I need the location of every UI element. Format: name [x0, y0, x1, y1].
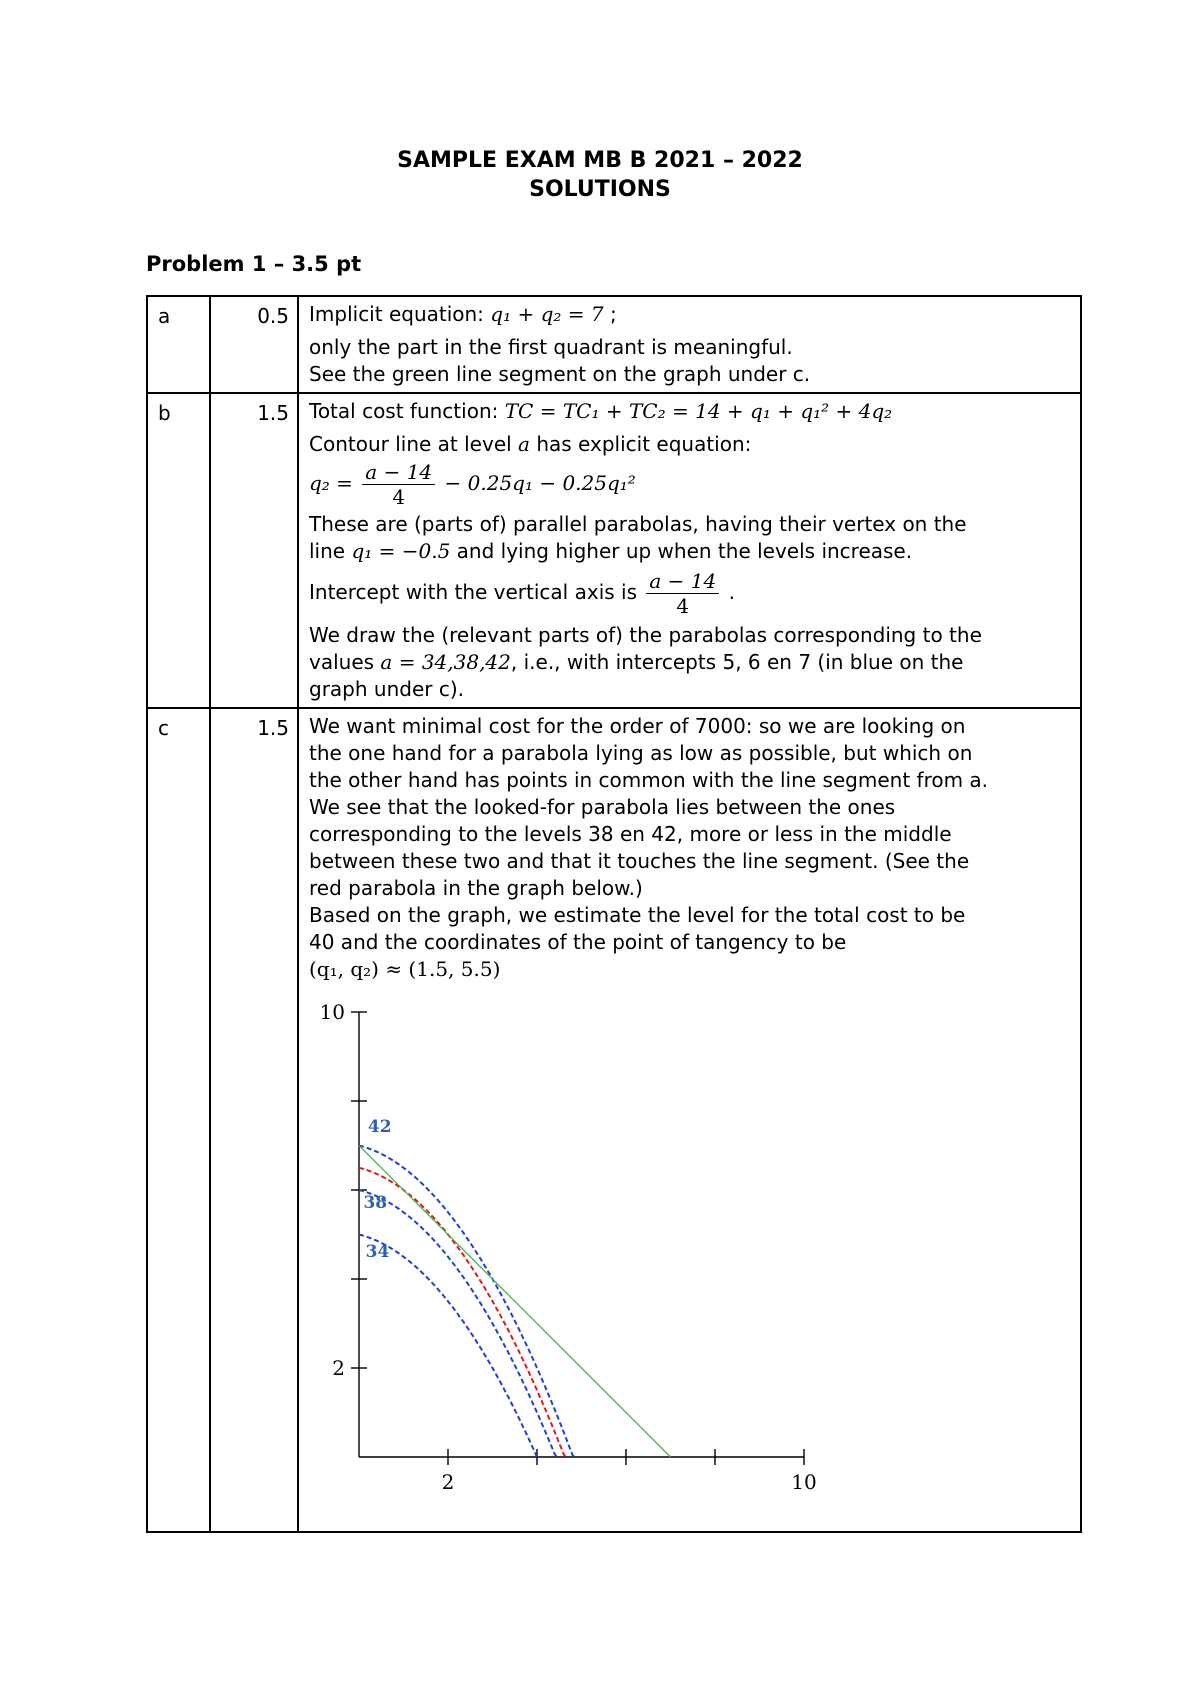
x-tick-label: 2	[441, 1470, 455, 1494]
curve-label: 38	[363, 1192, 388, 1213]
contour-line-text	[309, 431, 1070, 458]
answer-text: Based on the graph, we estimate the level for the total cost to be	[309, 903, 966, 927]
vertex-equation: q₁ = −0.5	[351, 539, 451, 563]
values-line	[309, 649, 1070, 676]
fraction-numerator: a − 14	[362, 460, 435, 485]
semicolon: ;	[609, 302, 617, 326]
part-label: b	[147, 393, 210, 708]
chart-svg	[309, 987, 817, 1527]
answer-text: corresponding to the levels 38 en 42, more or less in the middle	[309, 822, 952, 846]
answer-cell	[298, 708, 1081, 1532]
fraction	[362, 460, 435, 509]
intercept-line	[309, 569, 1070, 618]
table-row-c	[147, 708, 1081, 1532]
answer-cell	[298, 296, 1081, 393]
levels-equation: a = 34,38,42	[380, 650, 511, 674]
answer-text: Contour line at level	[309, 432, 512, 456]
answer-text: only the part in the first quadrant is meaningful.	[309, 335, 793, 359]
problem-heading: Problem 1 – 3.5 pt	[146, 252, 362, 276]
total-cost-equation: TC = TC₁ + TC₂ = 14 + q₁ + q₁² + 4q₂	[504, 399, 893, 423]
curve-label: 34	[365, 1241, 390, 1262]
answer-text: line	[309, 539, 346, 563]
document-title: SAMPLE EXAM MB B 2021 – 2022	[397, 148, 803, 173]
tangency-equation: (q₁, q₂) ≈ (1.5, 5.5)	[309, 957, 501, 981]
equation-lhs: q₂ =	[309, 471, 353, 495]
answer-text: red parabola in the graph below.)	[309, 876, 643, 900]
level-variable: a	[518, 432, 530, 456]
contour-curve	[359, 1235, 539, 1458]
answer-text: .	[728, 580, 735, 604]
answer-text: the one hand for a parabola lying as low as possible, but which on	[309, 741, 973, 765]
answer-text: Intercept with the vertical axis is	[309, 580, 637, 604]
implicit-label: Implicit equation:	[309, 302, 484, 326]
part-label: c	[147, 708, 210, 1532]
solutions-table	[146, 295, 1082, 1533]
curve-label: 42	[367, 1117, 392, 1138]
x-tick-label: 10	[791, 1470, 817, 1494]
points-value: 1.5	[210, 393, 298, 708]
explicit-equation	[309, 460, 1070, 509]
document-subtitle: SOLUTIONS	[529, 177, 671, 202]
contour-curve	[359, 1146, 575, 1458]
contour-curve	[359, 1190, 557, 1457]
answer-text: We see that the looked-for parabola lies between the ones	[309, 795, 896, 819]
answer-text: These are (parts of) parallel parabolas, having their vertex on the	[309, 512, 967, 536]
answer-text: We draw the (relevant parts of) the parabolas corresponding to the	[309, 623, 982, 647]
fraction	[646, 569, 719, 618]
fraction-denominator: 4	[392, 485, 406, 509]
answer-text: We want minimal cost for the order of 7000: so we are looking on	[309, 714, 966, 738]
implicit-equation: q₁ + q₂ = 7	[490, 302, 604, 326]
answer-text: See the green line segment on the graph under c.	[309, 362, 811, 386]
points-value: 1.5	[210, 708, 298, 1532]
table-row-b	[147, 393, 1081, 708]
vertex-line-text	[309, 538, 1070, 565]
answer-text: the other hand has points in common with the line segment from a.	[309, 768, 989, 792]
fraction-denominator: 4	[676, 594, 690, 618]
equation-rest: − 0.25q₁ − 0.25q₁²	[444, 471, 636, 495]
total-cost-label: Total cost function:	[309, 399, 499, 423]
points-value: 0.5	[210, 296, 298, 393]
total-cost-line	[309, 398, 1070, 425]
answer-cell	[298, 393, 1081, 708]
contour-chart	[309, 987, 1070, 1527]
table-row-a	[147, 296, 1081, 393]
contour-curve	[359, 1168, 566, 1457]
answer-text: values	[309, 650, 375, 674]
implicit-equation-line	[309, 301, 1070, 328]
answer-text: and lying higher up when the levels increase.	[456, 539, 913, 563]
y-tick-label: 2	[332, 1356, 345, 1380]
answer-text: 40 and the coordinates of the point of tangency to be	[309, 930, 847, 954]
part-label: a	[147, 296, 210, 393]
answer-text: has explicit equation:	[536, 432, 752, 456]
answer-text: , i.e., with intercepts 5, 6 en 7 (in blue on the	[510, 650, 964, 674]
y-tick-label: 10	[319, 1000, 345, 1024]
answer-text: between these two and that it touches the line segment. (See the	[309, 849, 970, 873]
fraction-numerator: a − 14	[646, 569, 719, 594]
answer-text: graph under c).	[309, 677, 464, 701]
